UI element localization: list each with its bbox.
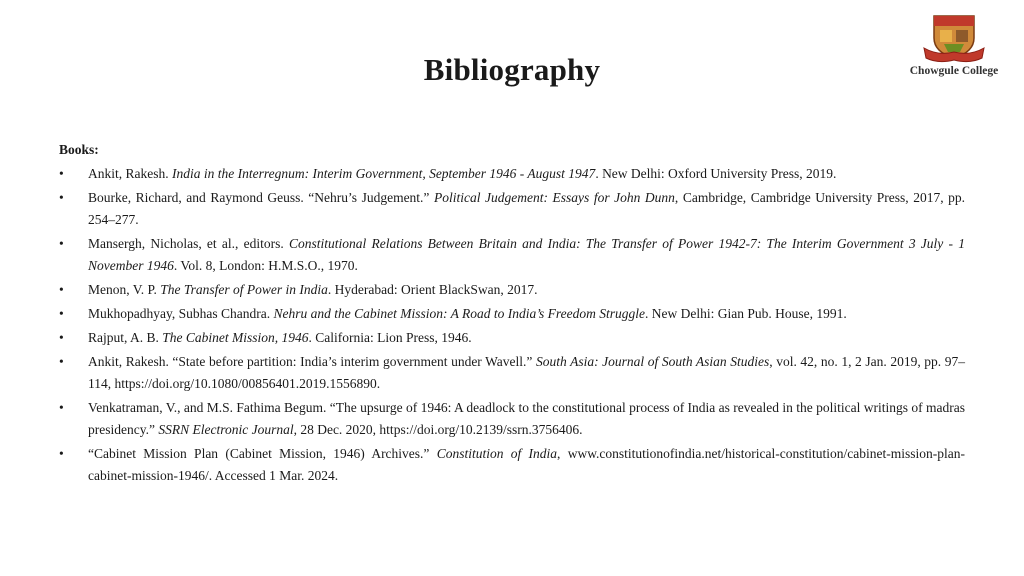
bullet-icon: • — [59, 354, 64, 369]
logo-text: Chowgule College — [909, 65, 999, 77]
reference-text: Mukhopadhyay, Subhas Chandra. — [88, 306, 274, 321]
bullet-icon: • — [59, 306, 64, 321]
bullet-icon: • — [59, 190, 64, 205]
reference-text: , www.constitutionofindia.net/historical-constitution/cabinet-mission-plan-cabinet-mission-1946/. Accessed 1 Mar. 2024. — [88, 446, 965, 483]
reference-item — [59, 397, 965, 441]
bullet-icon: • — [59, 282, 64, 297]
reference-title: Constitution of India — [436, 446, 558, 461]
reference-title: South Asia: Journal of South Asian Studies — [536, 354, 770, 369]
reference-text: Mansergh, Nicholas, et al., editors. — [88, 236, 289, 251]
reference-text: “Cabinet Mission Plan (Cabinet Mission, 1946) Archives.” — [88, 446, 437, 461]
reference-title: The Transfer of Power in India — [160, 282, 328, 297]
reference-item — [59, 303, 965, 325]
reference-text: . New Delhi: Oxford University Press, 2019. — [595, 166, 837, 181]
reference-text: Venkatraman, V., and M.S. Fathima Begum. “The upsurge of 1946: A deadlock to the constitutional process of India as revealed in the political writings of madras presidency.” — [88, 400, 965, 437]
reference-text: . California: Lion Press, 1946. — [308, 330, 472, 345]
bullet-icon: • — [59, 236, 64, 251]
reference-title: Political Judgement: Essays for John Dunn — [433, 190, 675, 205]
reference-item — [59, 187, 965, 231]
reference-text: . Hyderabad: Orient BlackSwan, 2017. — [327, 282, 538, 297]
reference-text: , vol. 42, no. 1, 2 Jan. 2019, pp. 97–114, https://doi.org/10.1080/00856401.2019.1556890. — [88, 354, 965, 391]
reference-title: Nehru and the Cabinet Mission: A Road to India’s Freedom Struggle — [273, 306, 645, 321]
reference-text: Ankit, Rakesh. — [88, 166, 172, 181]
page-title: Bibliography — [423, 52, 601, 87]
reference-list — [59, 163, 965, 489]
reference-text: , 28 Dec. 2020, https://doi.org/10.2139/ssrn.3756406. — [293, 422, 583, 437]
reference-title: SSRN Electronic Journal — [158, 422, 294, 437]
reference-text: Bourke, Richard, and Raymond Geuss. “Nehru’s Judgement.” — [88, 190, 434, 205]
college-logo — [896, 12, 1012, 82]
reference-title: India in the Interregnum: Interim Government, September 1946 - August 1947 — [172, 166, 596, 181]
reference-item — [59, 327, 965, 349]
reference-item — [59, 279, 965, 301]
reference-item — [59, 233, 965, 277]
reference-text: Ankit, Rakesh. “State before partition: India’s interim government under Wavell.” — [88, 354, 536, 369]
bullet-icon: • — [59, 446, 64, 461]
college-crest-icon — [922, 12, 986, 66]
reference-text: . Vol. 8, London: H.M.S.O., 1970. — [173, 258, 358, 273]
reference-item — [59, 443, 965, 487]
bullet-icon: • — [59, 330, 64, 345]
reference-text: . New Delhi: Gian Pub. House, 1991. — [644, 306, 847, 321]
bullet-icon: • — [59, 166, 64, 181]
reference-title: Constitutional Relations Between Britain and India: The Transfer of Power 1942-7: The Interim Government 3 July - 1 November 1946 — [88, 236, 965, 273]
bullet-icon: • — [59, 400, 64, 415]
reference-title: The Cabinet Mission, 1946 — [162, 330, 309, 345]
reference-item — [59, 351, 965, 395]
section-label-books: Books: — [59, 142, 99, 157]
reference-text: Menon, V. P. — [88, 282, 161, 297]
reference-text: , Cambridge, Cambridge University Press, 2017, pp. 254–277. — [88, 190, 965, 227]
reference-text: Rajput, A. B. — [88, 330, 163, 345]
reference-item — [59, 163, 965, 185]
